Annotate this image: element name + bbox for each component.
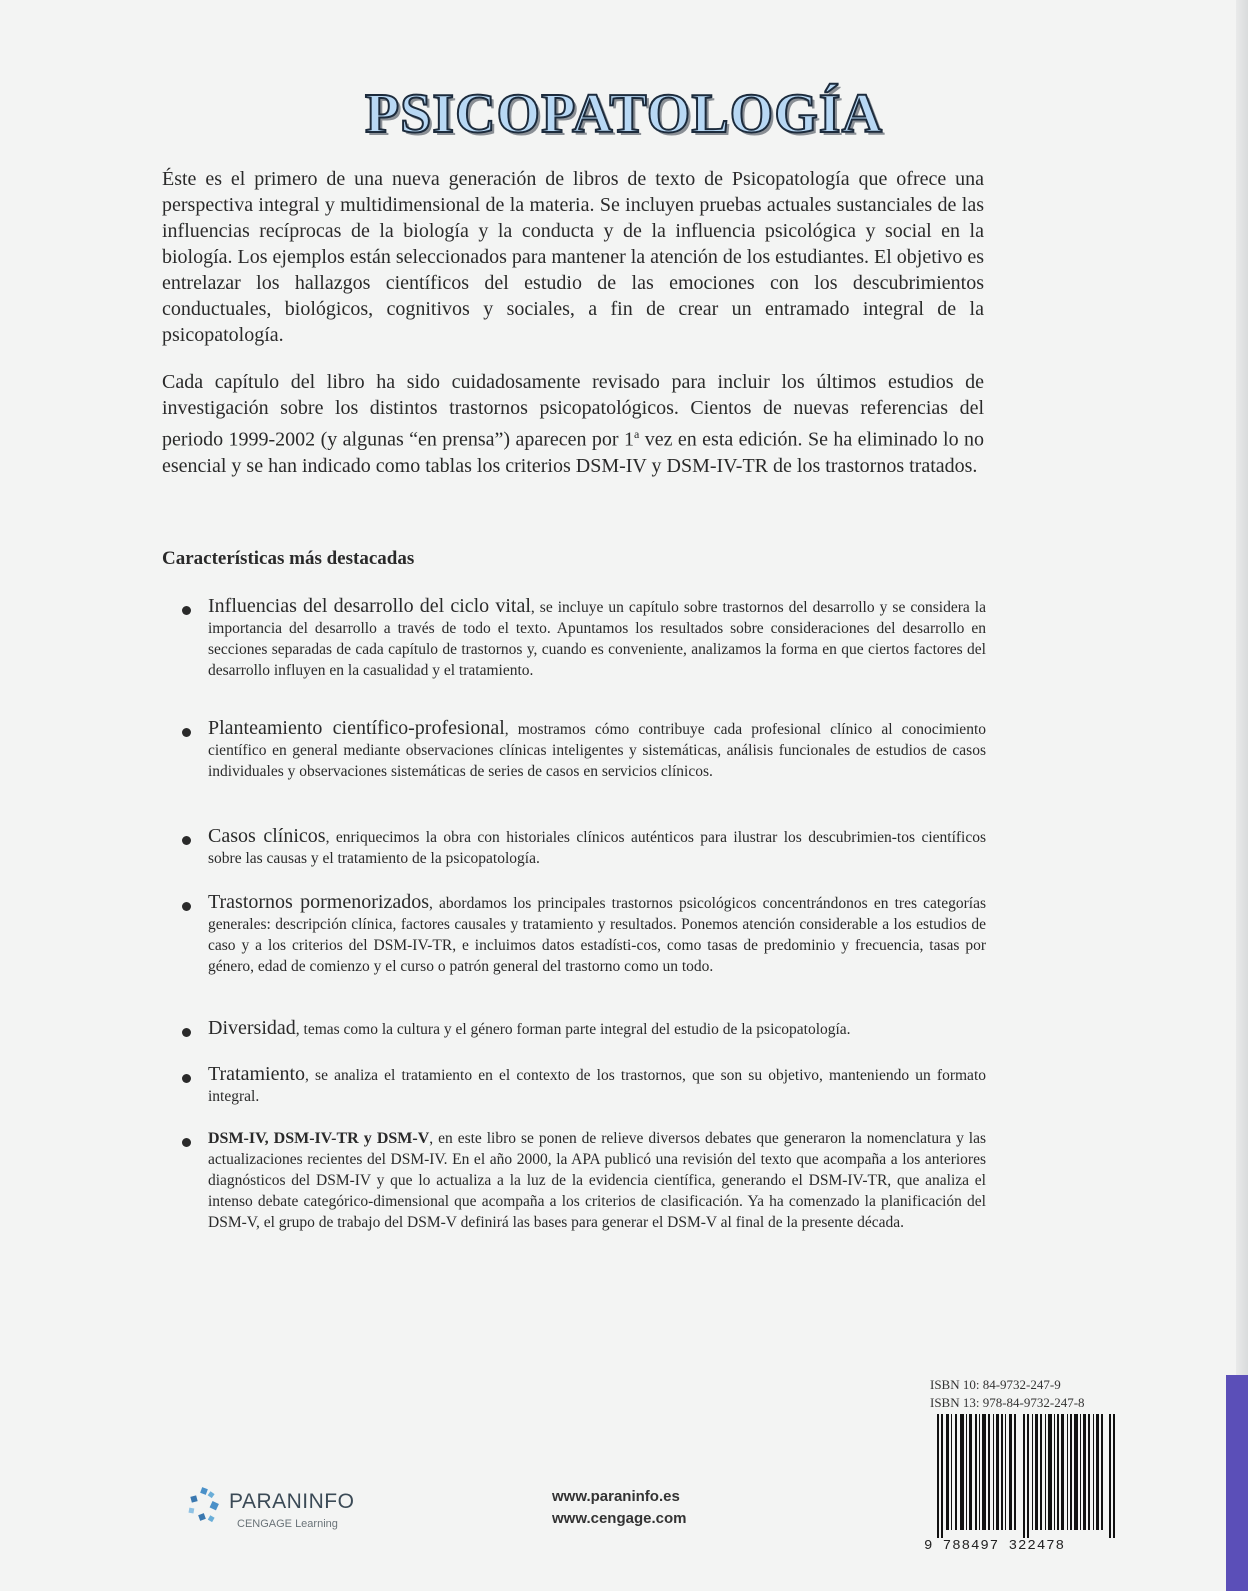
feature-text: , enriquecimos la obra con historiales clínicos auténticos para ilustrar los descubrimien-tos científicos sobre las causas y el tratamiento de la psicopatología. [208, 829, 987, 867]
feature-item [182, 1128, 986, 1233]
publisher-logo [185, 1486, 415, 1546]
feature-item [182, 1064, 986, 1107]
feature-item [182, 718, 986, 782]
url-cengage[interactable]: www.cengage.com [552, 1510, 687, 1527]
url-paraninfo[interactable]: www.paraninfo.es [552, 1488, 680, 1505]
publisher-subtitle: CENGAGE Learning [237, 1518, 338, 1530]
page-edge [1236, 0, 1248, 1591]
feature-text: , abordamos los principales trastornos psicológicos concentrándonos en tres categorías generales: descripción clínica, factores causales y tratamiento y resultados. Ponemos atención considerable a los estudios de caso y a los criterios del DSM-IV-TR, e incluimos datos estadísti-cos, como tasas de predominio y frecuencia, tasas por género, edad de comienzo y el curso o patrón general del trastorno como un todo. [208, 895, 986, 975]
feature-item [182, 892, 986, 977]
feature-text: , temas como la cultura y el género forman parte integral del estudio de la psicopatología. [295, 1021, 851, 1038]
feature-item [182, 1018, 851, 1040]
feature-item [182, 596, 986, 681]
cover-color-strip [1226, 1375, 1248, 1591]
intro-paragraph-2-end: vez en esta edición. Se ha eliminado lo no esencial y se han indicado como tablas los criterios DSM-IV y DSM-IV-TR de los trastornos tratados. [162, 428, 984, 477]
paraninfo-logo-icon [185, 1486, 225, 1526]
intro-paragraph-2 [162, 369, 984, 479]
isbn-block [930, 1376, 1085, 1412]
isbn-13: ISBN 13: 978-84-9732-247-8 [930, 1395, 1085, 1410]
intro-paragraph-2-start: Cada capítulo del libro ha sido cuidadosamente revisado para incluir los últimos estudios de investigación sobre los distintos trastornos psicopatológicos. Cientos de nuevas referencias del periodo 1999-2002 (y algunas “en prensa”) aparecen por 1 [162, 371, 984, 451]
bullet-icon [182, 836, 191, 845]
bullet-icon [182, 606, 191, 615]
barcode-icon [937, 1414, 1115, 1538]
feature-lead: Diversidad [208, 1017, 296, 1039]
feature-text: , mostramos cómo contribuye cada profesional clínico al conocimiento científico en general mediante observaciones clínicas inteligentes y sistemáticas, análisis funcionales de estudios de casos individuales y observaciones sistemáticas de series de casos en servicios clínicos. [208, 721, 986, 780]
bullet-icon [182, 1138, 191, 1147]
feature-text: , se analiza el tratamiento en el contexto de los trastornos, que son su objetivo, manteniendo un formato integral. [208, 1067, 986, 1105]
ordinal-superscript: a [633, 427, 640, 441]
barcode-number: 9 788497 322478 [924, 1538, 1066, 1554]
bullet-icon [182, 728, 191, 737]
feature-lead: Casos clínicos [208, 825, 326, 847]
feature-lead: Influencias del desarrollo del ciclo vital [208, 595, 531, 617]
feature-item [182, 826, 986, 869]
feature-lead: Trastornos pormenorizados [208, 891, 429, 913]
bullet-icon [182, 902, 191, 911]
publisher-name: PARANINFO [229, 1490, 355, 1513]
bullet-icon [182, 1028, 191, 1037]
feature-lead: Tratamiento [208, 1063, 306, 1085]
features-heading: Características más destacadas [162, 548, 415, 569]
publisher-urls [552, 1486, 686, 1530]
bullet-icon [182, 1074, 191, 1083]
feature-lead: DSM-IV, DSM-IV-TR y DSM-V [208, 1130, 430, 1147]
feature-lead: Planteamiento científico-profesional [208, 717, 505, 739]
feature-text: , se incluye un capítulo sobre trastornos del desarrollo y se considera la importancia del desarrollo a través de todo el texto. Apuntamos los resultados sobre consideraciones del desarrollo en secciones separadas de cada capítulo de trastornos y, cuando es conveniente, analizamos la forma en que ciertos factores del desarrollo influyen en la casualidad y el tratamiento. [208, 599, 986, 679]
intro-paragraph-1: Éste es el primero de una nueva generación de libros de texto de Psicopatología que ofrece una perspectiva integral y multidimensional de la materia. Se incluyen pruebas actuales sustanciales de las influencias recíprocas de la biología y la conducta y de la influencia psicológica y social en la biología. Los ejemplos están seleccionados para mantener la atención de los estudiantes. El objetivo es entrelazar los hallazgos científicos del estudio de las emociones con los descubrimientos conductuales, biológicos, cognitivos y sociales, a fin de crear un entramado integral de la psicopatología. [162, 168, 984, 346]
book-title: PSICOPATOLOGÍA [364, 83, 884, 145]
isbn-10: ISBN 10: 84-9732-247-9 [930, 1377, 1061, 1392]
feature-text: , en este libro se ponen de relieve diversos debates que generaron la nomenclatura y las actualizaciones recientes del DSM-IV. En el año 2000, la APA publicó una revisión del texto que acompaña a los anteriores diagnósticos del DSM-IV y que lo actualiza a la luz de la evidencia científica, generando el DSM-IV-TR, que analiza el intenso debate categórico-dimensional que acompaña a los criterios de clasificación. Ya ha comenzado la planificación del DSM-V, el grupo de trabajo del DSM-V definirá las bases para generar el DSM-V al final de la presente década. [208, 1130, 986, 1231]
